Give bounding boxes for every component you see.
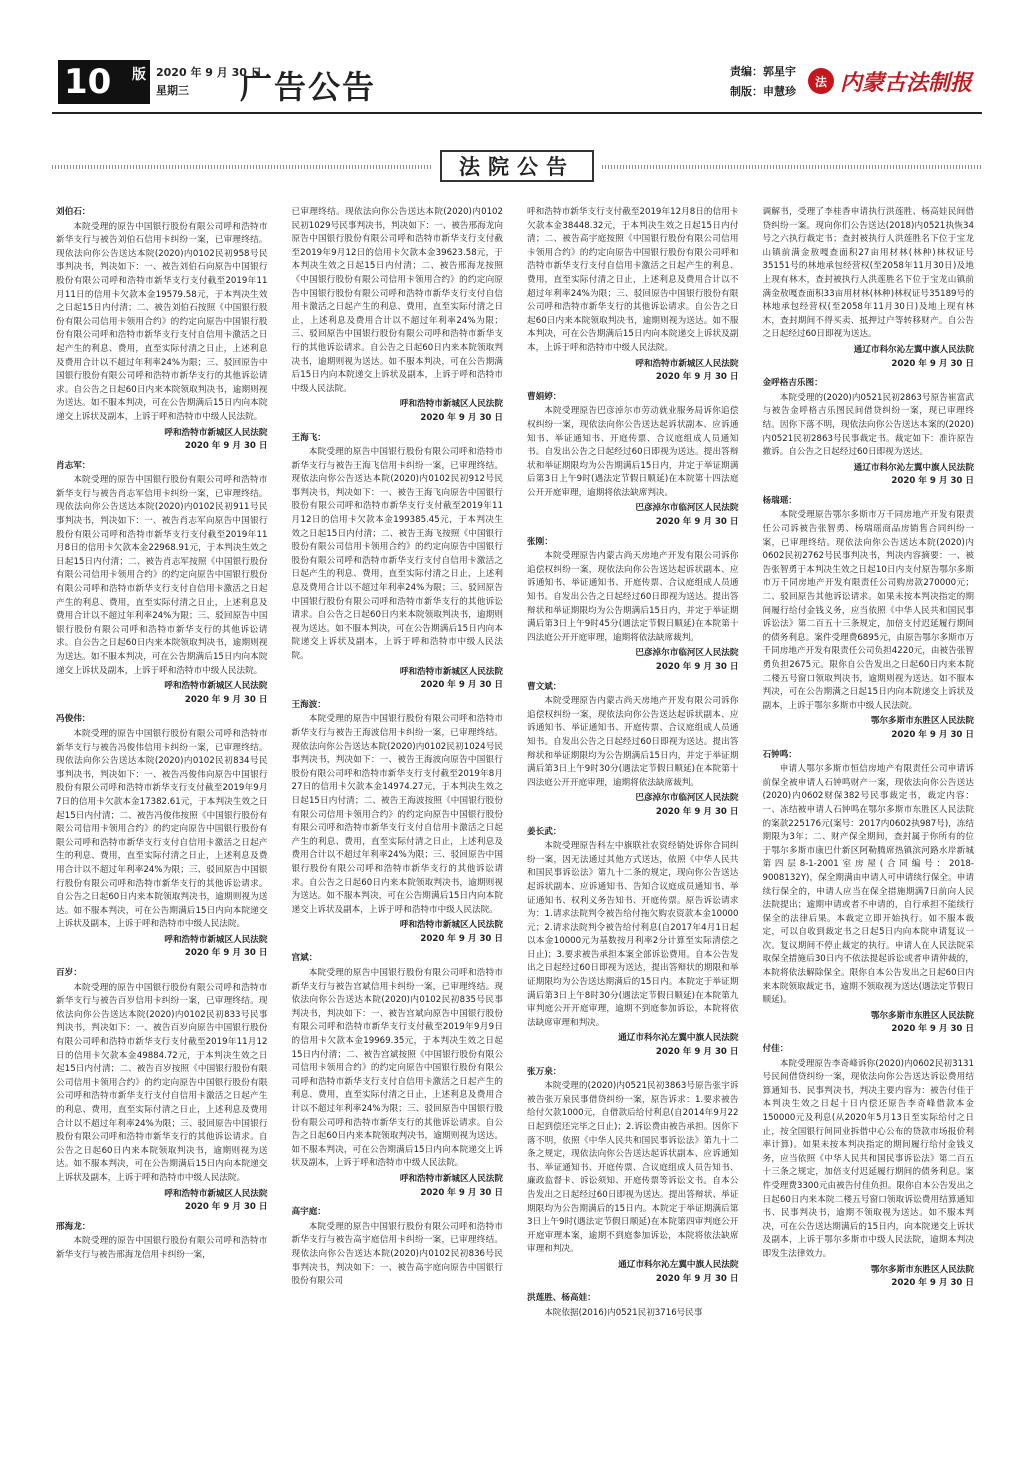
court-notice (527, 1292, 739, 1320)
notice-party: 宫斌： (291, 953, 318, 964)
court-notice (527, 826, 739, 1060)
notice-body: 本院受理原告科左中旗联社农资经销处诉你合同纠纷一案，因无法通过其他方式送达，依照《中华人民共和国民事诉讼法》第九十二条的规定，现向你公告送达起诉状副本、应诉通知书、告知合议庭成员通知书、举证通知书、权利义务告知书、开庭传票。原告诉讼请求为：1.请求法院判令被告给付拖欠购农资款本金10000元；2.请求法院判令被告给付利息(自2017年4月1日起以本金10000元为基数按月利率2分计算至实际清偿之日止)；3.要求被告承担本案全部诉讼费用。自本公告发出之日起经过60日即视为送达，提出答辩状的期限和举证期限均为公告送达期满后的15日内。本院定于举证期满后第3日上午8时30分(遇法定节假日顺延)在本院第九审判庭公开开庭审理，逾期不到庭参加诉讼，本院将依法缺席审理和判决。 (527, 841, 739, 1028)
court-notice (527, 536, 739, 675)
notice-party: 曹娟婷： (527, 391, 562, 402)
notice-body: 本院受理的原告中国银行股份有限公司呼和浩特市新华支行与被告王海飞信用卡纠纷一案，已审理终结。现依法向你公告送达本院(2020)内0102民初912号民事判决书，判决如下：一、被告王海飞向原告中国银行股份有限公司呼和浩特市新华支行支付截至2019年11月12日的信用卡欠款本金199385.45元，于本判决生效之日起15日内付清；二、被告王海飞按照《中国银行股份有限公司信用卡领用合约》的约定向原告中国银行股份有限公司呼和浩特市新华支行支付自信用卡激活之日起产生的利息、费用，直至实际付清之日止，上述利息及费用合计以不超过年利率24%为限；三、驳回原告中国银行股份有限公司呼和浩特市新华支行的其他诉讼请求。自公告之日起60日内来本院领取判决书，逾期则视为送达。如不服本判决，可在公告期满后15日内向本院递交上诉状及副本，上诉于呼和浩特市中级人民法院。 (291, 447, 503, 661)
notice-party: 冯俊伟： (56, 714, 91, 725)
column-1 (56, 206, 268, 1476)
column-4 (763, 206, 975, 1476)
notice-date: 2020 年 9 月 30 日 (420, 412, 503, 423)
notice-court: 呼和浩特市新城区人民法院 (164, 1188, 268, 1199)
producer-label: 制版：申慧珍 (730, 85, 796, 98)
notice-court: 呼和浩特市新城区人民法院 (164, 427, 268, 438)
court-notice (56, 206, 268, 454)
notice-body: 已审理终结。现依法向你公告送达本院(2020)内0102民初1029号民事判决书，判决如下：一、被告邢海龙向原告中国银行股份有限公司呼和浩特市新华支行支付截至2019年9月12日的信用卡欠款本金39623.58元，于本判决生效之日起15日内付清；二、被告邢海龙按照《中国银行股份有限公司信用卡领用合约》的约定向原告中国银行股份有限公司呼和浩特市新华支行支付自信用卡激活之日起产生的利息、费用，直至实际付清之日止，上述利息及费用合计以不超过年利率24%为限；三、驳回原告中国银行股份有限公司呼和浩特市新华支行的其他诉讼请求。自公告之日起60日内来本院领取判决书，逾期则视为送达。如不服本判决，可在公告期满后15日内向本院递交上诉状及副本，上诉于呼和浩特市中级人民法院。 (291, 207, 503, 394)
editor-credits (730, 62, 796, 102)
notice-body: 本院受理的原告中国银行股份有限公司呼和浩特市新华支行与被告高宇庭信用卡纠纷一案，已审理终结。现依法向你公告送达本院(2020)内0102民初836号民事判决书，判决如下：一、被告高宇庭向原告中国银行股份有限公司 (291, 1221, 503, 1287)
court-notice (763, 749, 975, 1037)
notice-date: 2020 年 9 月 30 日 (184, 1202, 268, 1213)
notice-party: 姜长武： (527, 826, 562, 837)
court-notice (292, 432, 504, 693)
notice-body: 本院受理的(2020)内0521民初2863号原告崔富武与被告金呼格吉乐图民间借贷纠纷一案，现已审理终结。因你下落不明，现依法向你公告送达本案的(2020)内0521民初2863号民事裁定书。裁定如下：准许原告撤诉。自公告之日起经过60日即视为送达。 (762, 392, 974, 458)
notice-body: 本院受理原告鄂尔多斯市万千同房地产开发有限责任公司诉被告张智勇、杨瑞瑶商品房销售合同纠纷一案，已审理终结。现依法向你公告送达本院(2020)内0602民初2762号民事判决书，判决内容摘要：一、被告张智勇于本判决生效之日起10日内支付原告鄂尔多斯市万千同房地产开发有限责任公司购房款270000元；二、驳回原告其他诉讼请求。如果未按本判决指定的期间履行给付金钱义务，应当依照《中华人民共和国民事诉讼法》第二百五十三条规定，加倍支付迟延履行期间的债务利息。案件受理费6895元，由原告鄂尔多斯市万千同房地产开发有限责任公司负担4220元，由被告张智勇负担2675元。限你自公告发出之日起60日内来本院二楼五号窗口领取判决书，逾期则视为送达。如不服本判决，可在公告期满之日起15日内向本院递交上诉状及副本，上诉于鄂尔多斯市中级人民法院。 (762, 510, 974, 711)
notice-court: 呼和浩特市新城区人民法院 (164, 681, 268, 692)
court-notice (292, 699, 504, 947)
notice-party: 杨瑞瑶： (762, 495, 797, 506)
notice-court: 通辽市科尔沁左翼中旗人民法院 (618, 1259, 739, 1270)
notice-body: 本院受理原告内蒙古尚天房地产开发有限公司诉你追偿权纠纷一案，现依法向你公告送达起诉状副本、应诉通知书、举证通知书、开庭传票、合议庭组成人员通知书。自发出公告之日起经过60日即视为送达。提出答辩状和举证期限均为公告期满后15日内，并定于举证期满后第3日上午9时30分(遇法定节假日顺延)在本院第十四法庭公开开庭审理，逾期将依法缺席裁判。 (527, 696, 739, 788)
notice-date: 2020 年 9 月 30 日 (184, 694, 268, 705)
column-3 (527, 206, 739, 1476)
court-notice (763, 377, 975, 489)
notice-party: 邢海龙： (56, 1221, 91, 1232)
notice-date: 2020 年 9 月 30 日 (655, 1047, 739, 1058)
logo-text: 内蒙古法制报 (840, 69, 973, 96)
notice-date: 2020 年 9 月 30 日 (655, 372, 739, 383)
notice-body: 本院受理原告巴彦淖尔市劳动就业服务局诉你追偿权纠纷一案，现依法向你公告送达起诉状副本、应诉通知书、举证通知书、开庭传票、合议庭组成人员通知书。自发出公告之日起经过60日即视为送达。提出答辩状和举证期限均为公告期满后15日内，并定于举证期满后第3日上午9时(遇法定节假日顺延)在本院第十四法庭公开开庭审理，逾期将依法缺席判决。 (527, 406, 739, 498)
court-notice (527, 391, 739, 530)
notice-date: 2020 年 9 月 30 日 (655, 806, 739, 817)
banner-decor-right (602, 165, 982, 169)
court-notice (292, 952, 504, 1200)
notice-date: 2020 年 9 月 30 日 (891, 1024, 974, 1035)
announcement-banner (52, 150, 982, 182)
page-ban-label: 版 (132, 67, 146, 83)
banner-title: 法院公告 (440, 150, 594, 182)
notice-date: 2020 年 9 月 30 日 (184, 948, 268, 959)
notice-body: 调解书，受理了李桂香申请执行洪莲胜、杨高娃民间借贷纠纷一案。现向你们公告送达(2018)内0521执恢34号之六执行裁定书；查封被执行人洪莲胜名下位于宝龙山镇前满金敖嘎查面积27亩用材林(林种)林权证号35151号的林地承包经营权(至2058年11月30日)及地上现有林木，查封被执行人洪莲胜名下位于宝龙山镇前满金敖嘎查面积33亩用材林(林种)林权证号35189号的林地承包经营权(至2058年11月30日)及地上现有林木，查封期间不得买卖、抵押过户等转移财产。自公告之日起经过60日即视为送达。 (762, 207, 974, 340)
notice-date: 2020 年 9 月 30 日 (655, 1273, 739, 1284)
notice-court: 巴彦淖尔市临河区人民法院 (635, 793, 739, 804)
notice-court: 呼和浩特市新城区人民法院 (635, 358, 739, 369)
notice-party: 肖志军： (56, 460, 91, 471)
notice-court: 鄂尔多斯市东胜区人民法院 (870, 1264, 974, 1275)
masthead-divider (52, 112, 982, 114)
notice-court: 通辽市科尔沁左翼中旗人民法院 (853, 344, 974, 355)
court-notice (527, 206, 739, 385)
notice-court: 呼和浩特市新城区人民法院 (399, 1173, 503, 1184)
court-notice (527, 1066, 739, 1287)
notice-date: 2020 年 9 月 30 日 (891, 358, 974, 369)
notice-columns (56, 206, 974, 1476)
notice-body: 本院受理的(2020)内0521民初3863号原告张宇诉被告张万泉民事借贷纠纷一案，原告诉求：1.要求被告给付欠款1000元，自借款后给付利息(自2014年9月22日起到偿还完毕之日止)；2.诉讼费由被告承担。因你下落不明，依照《中华人民共和国民事诉讼法》第九十二条之规定，现依法向你公告送达起诉状副本、应诉通知书、举证通知书、开庭传票、合议庭组成人员告知书、廉政监督卡、诉讼须知、开庭传票等诉讼文书。自本公告发出之日起经过60日即视为送达。提出答辩状、举证期限均为公告期满后的15日内。本院定于举证期满后第3日上午9时(遇法定节假日顺延)在本院第四审判庭公开开庭审理本案，逾期不到庭参加诉讼，本院将依法缺席审理和判决。 (527, 1081, 739, 1255)
notice-body: 本院受理的原告中国银行股份有限公司呼和浩特市新华支行与被告宫斌信用卡纠纷一案，已审理终结。现依法向你公告送达本院(2020)内0102民初835号民事判决书，判决如下：一、被告宫斌向原告中国银行股份有限公司呼和浩特市新华支行支付截至2019年9月9日的信用卡欠款本金19969.35元，于本判决生效之日起15日内付清；二、被告宫斌按照《中国银行股份有限公司信用卡领用合约》的约定向原告中国银行股份有限公司呼和浩特市新华支行支付自信用卡激活之日起产生的利息、费用，直至实际付清之日止，上述利息及费用合计以不超过年利率24%为限；三、驳回原告中国银行股份有限公司呼和浩特市新华支行的其他诉讼请求。自公告之日起60日内来本院领取判决书，逾期则视为送达。如不服本判决，可在公告期满后15日内向本院递交上诉状及副本，上诉于呼和浩特市中级人民法院。 (291, 968, 503, 1169)
notice-court: 巴彦淖尔市临河区人民法院 (635, 503, 739, 514)
notice-body: 本院受理的原告中国银行股份有限公司呼和浩特市新华支行与被告王海波信用卡纠纷一案，已审理终结。现依法向你公告送达本院(2020)内0102民初1024号民事判决书，判决如下：一、被告王海波向原告中国银行股份有限公司呼和浩特市新华支行支付截至2019年8月27日的信用卡欠款本金14974.27元，于本判决生效之日起15日内付清；二、被告王海波按照《中国银行股份有限公司信用卡领用合约》的约定向原告中国银行股份有限公司呼和浩特市新华支行支付自信用卡激活之日起产生的利息、费用，直至实际付清之日止，上述利息及费用合计以不超过年利率24%为限；三、驳回原告中国银行股份有限公司呼和浩特市新华支行的其他诉讼请求。自公告之日起60日内来本院领取判决书，逾期则视为送达。如不服本判决，可在公告期满后15日内向本院递交上诉状及副本，上诉于呼和浩特市中级人民法院。 (291, 714, 503, 915)
notice-court: 鄂尔多斯市东胜区人民法院 (870, 716, 974, 727)
court-notice (56, 713, 268, 961)
notice-date: 2020 年 9 月 30 日 (420, 1187, 503, 1198)
notice-date: 2020 年 9 月 30 日 (655, 662, 739, 672)
notice-date: 2020 年 9 月 30 日 (420, 933, 503, 944)
notice-body: 本院受理的原告中国银行股份有限公司呼和浩特市新华支行与被告百岁信用卡纠纷一案，已审理终结。现依法向你公告送达本院(2020)内0102民初833号民事判决书，判决如下：一、被告百岁向原告中国银行股份有限公司呼和浩特市新华支行支付截至2019年11月12日的信用卡欠款本金49884.72元，于本判决生效之日起15日内付清；二、被告百岁按照《中国银行股份有限公司信用卡领用合约》的约定向原告中国银行股份有限公司呼和浩特市新华支行支付自信用卡激活之日起产生的利息、费用，直至实际付清之日止，上述利息及费用合计以不超过年利率24%为限；三、驳回原告中国银行股份有限公司呼和浩特市新华支行的其他诉讼请求。自公告之日起60日内来本院领取判决书，逾期则视为送达。如不服本判决，可在公告期满后15日内向本院递交上诉状及副本，上诉于呼和浩特市中级人民法院。 (56, 982, 268, 1183)
notice-court: 鄂尔多斯市东胜区人民法院 (870, 1010, 974, 1021)
notice-date: 2020 年 9 月 30 日 (655, 517, 739, 528)
page-number-badge (58, 60, 150, 104)
court-notice (763, 495, 975, 743)
logo-mark-icon: 法 (808, 68, 834, 94)
notice-body: 申请人鄂尔多斯市恒信房地产有限责任公司申请诉前保全被申请人石钟鸣财产一案，现依法向你公告送达(2020)内0602财保382号民事裁定书，裁定内容：一、冻结被申请人石钟鸣在鄂尔多斯市东胜区人民法院的案款225176元(案号：2017内0602执987号)，冻结期限为3年；二、财产保全期间，查封属于你所有的位于鄂尔多斯市康巴什新区阿勒腾席热镇滨河路水岸新城第四层8-1-2001室房屋(合同编号：2018-9008132Y)，保全期满由申请人可申请续行保全。申请续行保全的，申请人应当在保全措施期满7日前向人民法院提出；逾期申请或者不申请的，自行承担不能续行保全的法律后果。本裁定立即开始执行。如不服本裁定，可以自收到裁定书之日起5日内向本院申请复议一次。复议期间不停止裁定的执行。申请人在人民法院采取保全措施后30日内不依法提起诉讼或者申请仲裁的，本院将依法解除保全。限你自本公告发出之日起60日内来本院领取裁定书，逾期不领取视为送达(遇法定节假日顺延)。 (762, 764, 974, 1006)
notice-party: 洪莲胜、杨高娃： (527, 1293, 596, 1304)
notice-court: 呼和浩特市新城区人民法院 (399, 399, 503, 410)
editor-label: 责编：郭星宇 (730, 65, 796, 78)
court-notice (56, 1221, 268, 1263)
notice-court: 呼和浩特市新城区人民法院 (399, 666, 503, 677)
notice-date: 2020 年 9 月 30 日 (891, 1278, 974, 1289)
notice-date: 2020 年 9 月 30 日 (420, 680, 503, 691)
banner-decor-left (52, 165, 432, 169)
court-notice (763, 1043, 975, 1291)
notice-party: 刘伯石： (56, 207, 91, 217)
notice-date: 2020 年 9 月 30 日 (891, 729, 974, 740)
court-notice (56, 460, 268, 708)
notice-body: 本院受理的原告中国银行股份有限公司呼和浩特市新华支行与被告肖志军信用卡纠纷一案，已审理终结。现依法向你公告送达本院(2020)内0102民初911号民事判决书，判决如下：一、被告肖志军向原告中国银行股份有限公司呼和浩特市新华支行支付截至2019年11月8日的信用卡欠款本金22968.91元，于本判决生效之日起15日内付清；二、被告肖志军按照《中国银行股份有限公司信用卡领用合约》的约定向原告中国银行股份有限公司呼和浩特市新华支行支付自信用卡激活之日起产生的利息、费用，直至实际付清之日止，上述利息及费用合计以不超过年利率24%为限；三、驳回原告中国银行股份有限公司呼和浩特市新华支行的其他诉讼请求。自公告之日起60日内来本院领取判决书，逾期则视为送达。如不服本判决，可在公告期满后15日内向本院递交上诉状及副本，上诉于呼和浩特市中级人民法院。 (56, 475, 268, 676)
notice-body: 本院受理的原告中国银行股份有限公司呼和浩特市新华支行与被告刘伯石信用卡纠纷一案，已审理终结。现依法向你公告送达本院(2020)内0102民初958号民事判决书，判决如下：一、被告刘伯石向原告中国银行股份有限公司呼和浩特市新华支行支付截至2019年11月11日的信用卡欠款本金19579.58元，于本判决生效之日起15日内付清；二、被告刘伯石按照《中国银行股份有限公司信用卡领用合约》的约定向原告中国银行股份有限公司呼和浩特市新华支行支付自信用卡激活之日起产生的利息、费用，直至实际付清之日止，上述利息及费用合计以不超过年利率24%为限；三、驳回原告中国银行股份有限公司呼和浩特市新华支行的其他诉讼请求。自公告之日起60日内来本院领取判决书，逾期则视为送达。如不服本判决，可在公告期满后15日内向本院递交上诉状及副本，上诉于呼和浩特市中级人民法院。 (56, 221, 268, 422)
notice-party: 付佳： (762, 1044, 789, 1055)
notice-court: 通辽市科尔沁左翼中旗人民法院 (853, 462, 974, 473)
notice-court: 呼和浩特市新城区人民法院 (399, 920, 503, 931)
notice-court: 巴彦淖尔市临河区人民法院 (635, 648, 739, 659)
court-notice (56, 967, 268, 1215)
notice-body: 本院受理的原告中国银行股份有限公司呼和浩特市新华支行与被告冯俊伟信用卡纠纷一案，已审理终结。现依法向你公告送达本院(2020)内0102民初834号民事判决书，判决如下：一、被告冯俊伟向原告中国银行股份有限公司呼和浩特市新华支行支付截至2019年9月7日的信用卡欠款本金17382.61元，于本判决生效之日起15日内付清；二、被告冯俊伟按照《中国银行股份有限公司信用卡领用合约》的约定向原告中国银行股份有限公司呼和浩特市新华支行支付自信用卡激活之日起产生的利息、费用，直至实际付清之日止，上述利息及费用合计以不超过年利率24%为限；三、驳回原告中国银行股份有限公司呼和浩特市新华支行的其他诉讼请求。自公告之日起60日内来本院领取判决书，逾期则视为送达。如不服本判决，可在公告期满后15日内向本院递交上诉状及副本，上诉于呼和浩特市中级人民法院。 (56, 728, 268, 930)
notice-party: 王海飞： (291, 432, 326, 443)
section-title: 广告公告 (240, 68, 377, 106)
notice-date: 2020 年 9 月 30 日 (891, 476, 974, 487)
notice-body: 本院依据(2016)内0521民初3716号民事 (544, 1307, 703, 1318)
notice-party: 石钟鸣： (762, 749, 797, 760)
issue-date: 2020 年 9 月 30 日 (156, 66, 262, 79)
masthead (52, 60, 982, 110)
notice-body: 本院受理原告李奇峰诉你(2020)内0602民初3131号民间借贷纠纷一案，现依法向你公告送达诉讼费用结算通知书、民事判决书，判决主要内容为：被告付佳于本判决生效之日起十日内偿还原告李奇峰借款本金150000元及利息(从2020年5月13日至实际给付之日止，按全国银行间同业拆借中心公布的贷款市场报价利率计算)。如果未按本判决指定的期间履行给付金钱义务，应当依照《中华人民共和国民事诉讼法》第二百五十三条之规定，加倍支付迟延履行期间的债务利息。案件受理费3300元由被告付佳负担。限你自本公告发出之日起60日内来本院二楼五号窗口领取诉讼费用结算通知书、民事判决书，逾期不领取视为送达。如不服本判决，可在公告送达期满后的15日内，向本院递交上诉状及副本，上诉于鄂尔多斯市中级人民法院，逾期本判决即发生法律效力。 (762, 1058, 974, 1259)
notice-court: 通辽市科尔沁左翼中旗人民法院 (618, 1033, 739, 1044)
notice-party: 高宇庭： (291, 1207, 326, 1218)
notice-party: 曹文斌： (527, 681, 562, 692)
court-notice (292, 206, 504, 426)
column-2 (292, 206, 504, 1476)
notice-party: 王海波： (291, 699, 326, 710)
newspaper-logo (808, 64, 984, 98)
notice-body: 本院受理的原告中国银行股份有限公司呼和浩特市新华支行与被告邢海龙信用卡纠纷一案， (56, 1236, 268, 1260)
court-notice (292, 1206, 504, 1289)
notice-court: 呼和浩特市新城区人民法院 (164, 934, 268, 945)
court-notice (527, 681, 739, 820)
notice-body: 本院受理原告内蒙古尚天房地产开发有限公司诉你追偿权纠纷一案，现依法向你公告送达起诉状副本、应诉通知书、举证通知书、开庭传票、合议庭组成人员通知书。自发出公告之日起经过60日即视为送达。提出答辩状和举证期限均为公告期满后15日内，并定于举证期满后第3日上午9时45分(遇法定节假日顺延)在本院第十四法庭公开开庭审理，逾期将依法缺席裁判。 (527, 551, 739, 643)
notice-body: 呼和浩特市新华支行支付截至2019年12月8日的信用卡欠款本金38448.32元，于本判决生效之日起15日内付清；二、被告高宇庭按照《中国银行股份有限公司信用卡领用合约》的约定向原告中国银行股份有限公司呼和浩特市新华支行支付自信用卡激活之日起产生的利息、费用，直至实际付清之日止，上述利息及费用合计以不超过年利率24%为限；三、驳回原告中国银行股份有限公司呼和浩特市新华支行的其他诉讼请求。自公告之日起60日内来本院领取判决书，逾期则视为送达。如不服本判决，可在公告期满后15日内向本院递交上诉状及副本，上诉于呼和浩特市中级人民法院。 (527, 207, 739, 353)
notice-party: 百岁： (56, 968, 82, 979)
notice-party: 张刚： (527, 536, 553, 547)
notice-date: 2020 年 9 月 30 日 (184, 441, 268, 452)
notice-party: 张万泉： (527, 1066, 562, 1077)
issue-weekday: 星期三 (156, 84, 189, 97)
court-notice (763, 206, 975, 371)
page-number: 10 (64, 62, 112, 102)
notice-party: 金呼格吉乐图： (762, 378, 823, 389)
